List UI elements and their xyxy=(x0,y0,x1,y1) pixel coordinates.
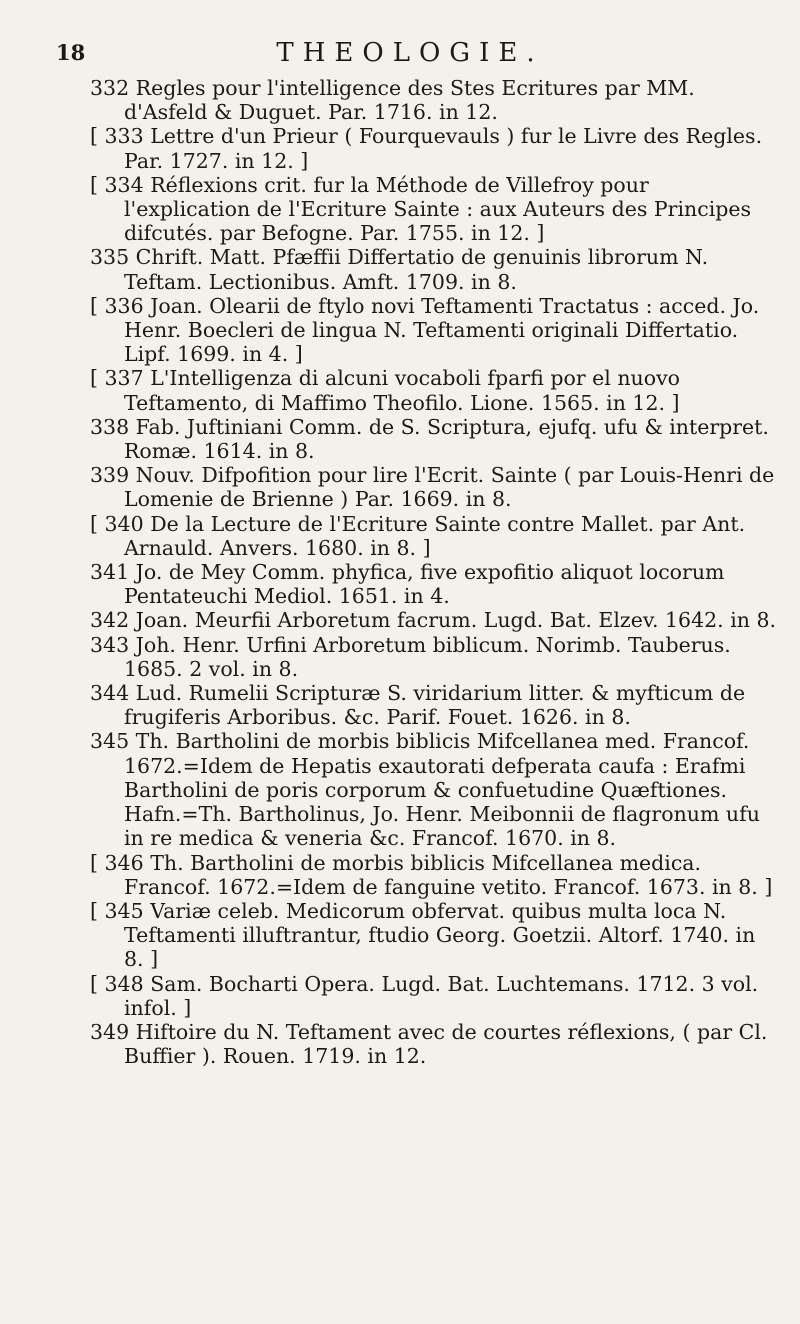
entry-number: [ 346 xyxy=(90,851,144,875)
bibliography-entry xyxy=(90,76,780,124)
bibliography-entry xyxy=(90,851,780,899)
entry-text: Regles pour l'intelligence des Stes Ecritures par MM. d'Asfeld & Duguet. Par. 1716. in 12. xyxy=(124,76,695,125)
bibliography-entry xyxy=(90,972,780,1020)
entry-text: L'Intelligenza di alcuni vocaboli fparfi por el nuovo Teftamento, di Maffimo Theofilo. Lione. 1565. in 12. ] xyxy=(124,366,680,414)
page-header xyxy=(0,38,800,78)
entry-number: [ 340 xyxy=(90,512,144,536)
bibliography-entry xyxy=(90,899,780,972)
bibliography-entry xyxy=(90,294,780,367)
bibliography-list xyxy=(90,76,780,1068)
entry-text: Th. Bartholini de morbis biblicis Mifcellanea medica. Francof. 1672.=Idem de fanguine vetito. Francof. 1673. in 8. ] xyxy=(124,851,772,899)
bibliography-entry xyxy=(90,1020,780,1068)
entry-number: 343 xyxy=(90,632,130,657)
entry-number: [ 348 xyxy=(90,972,144,996)
entry-number: 332 xyxy=(90,76,130,100)
entry-number: 335 xyxy=(90,245,130,270)
entry-text: Lud. Rumelii Scripturæ S. viridarium litter. & myfticum de frugiferis Arboribus. &c. Parif. Fouet. 1626. in 8. xyxy=(124,681,746,730)
bibliography-entry xyxy=(90,633,780,681)
entry-text: Chrift. Matt. Pfæffii Differtatio de genuinis librorum N. Teftam. Lectionibus. Amft. 1709. in 8. xyxy=(124,245,709,294)
entry-text: De la Lecture de l'Ecriture Sainte contre Mallet. par Ant. Arnauld. Anvers. 1680. in 8. ] xyxy=(124,512,745,560)
bibliography-entry xyxy=(90,729,780,850)
entry-number: [ 345 xyxy=(90,899,144,923)
entry-number: 339 xyxy=(90,463,130,488)
entry-text: Th. Bartholini de morbis biblicis Mifcellanea med. Francof. 1672.=Idem de Hepatis exautorati defperata caufa : Erafmi Bartholini de poris corporum & confuetudine Quæftiones. Hafn.=Th. Bartholinus, Jo. Henr. Meibonnii de flagronum ufu in re medica & veneria &c. Francof. 1670. in 8. xyxy=(124,729,760,851)
bibliography-entry xyxy=(90,608,780,632)
entry-number: [ 334 xyxy=(90,173,144,197)
bibliography-entry xyxy=(90,173,780,246)
entry-number: 344 xyxy=(90,681,130,706)
bibliography-entry xyxy=(90,681,780,729)
bibliography-entry xyxy=(90,512,780,560)
entry-text: Joan. Meurfii Arboretum facrum. Lugd. Bat. Elzev. 1642. in 8. xyxy=(135,608,777,633)
entry-number: 341 xyxy=(90,560,130,585)
entry-text: Sam. Bocharti Opera. Lugd. Bat. Luchtemans. 1712. 3 vol. infol. ] xyxy=(124,972,758,1020)
running-title: THEOLOGIE. xyxy=(276,38,544,68)
bibliography-entry xyxy=(90,560,780,608)
entry-text: Jo. de Mey Comm. phyfica, five expofitio aliquot locorum Pentateuchi Mediol. 1651. in 4. xyxy=(124,560,725,609)
entry-text: Hiftoire du N. Teftament avec de courtes réflexions, ( par Cl. Buffier ). Rouen. 1719. in 12. xyxy=(124,1019,768,1069)
entry-number: [ 333 xyxy=(90,124,144,148)
entry-text: Lettre d'un Prieur ( Fourquevauls ) fur le Livre des Regles. Par. 1727. in 12. ] xyxy=(124,124,762,172)
bibliography-entry xyxy=(90,415,780,463)
bibliography-entry xyxy=(90,124,780,172)
entry-text: Joh. Henr. Urfini Arboretum biblicum. Norimb. Tauberus. 1685. 2 vol. in 8. xyxy=(124,632,731,681)
entry-text: Nouv. Difpofition pour lire l'Ecrit. Sainte ( par Louis-Henri de Lomenie de Brienne ) Par. 1669. in 8. xyxy=(124,463,775,512)
page-number: 18 xyxy=(56,40,86,65)
entry-text: Fab. Juftiniani Comm. de S. Scriptura, ejufq. ufu & interpret. Romæ. 1614. in 8. xyxy=(124,414,769,464)
entry-number: [ 336 xyxy=(90,294,144,318)
entry-number: 338 xyxy=(90,414,130,439)
entry-text: Réflexions crit. fur la Méthode de Villefroy pour l'explication de l'Ecriture Sainte : aux Auteurs des Principes difcutés. par Befogne. Par. 1755. in 12. ] xyxy=(124,173,751,245)
entry-number: 342 xyxy=(90,608,130,633)
entry-number: [ 337 xyxy=(90,366,144,390)
entry-text: Joan. Olearii de ftylo novi Teftamenti Tractatus : acced. Jo. Henr. Boecleri de lingua N. Teftamenti originali Differtatio. Lipf. 1699. in 4. ] xyxy=(124,294,759,366)
bibliography-entry xyxy=(90,366,780,414)
entry-number: 345 xyxy=(90,729,130,754)
bibliography-entry xyxy=(90,245,780,293)
bibliography-entry xyxy=(90,463,780,511)
entry-text: Variæ celeb. Medicorum obfervat. quibus multa loca N. Teftamenti illuftrantur, ftudio Georg. Goetzii. Altorf. 1740. in 8. ] xyxy=(124,899,755,971)
entry-number: 349 xyxy=(90,1019,130,1044)
